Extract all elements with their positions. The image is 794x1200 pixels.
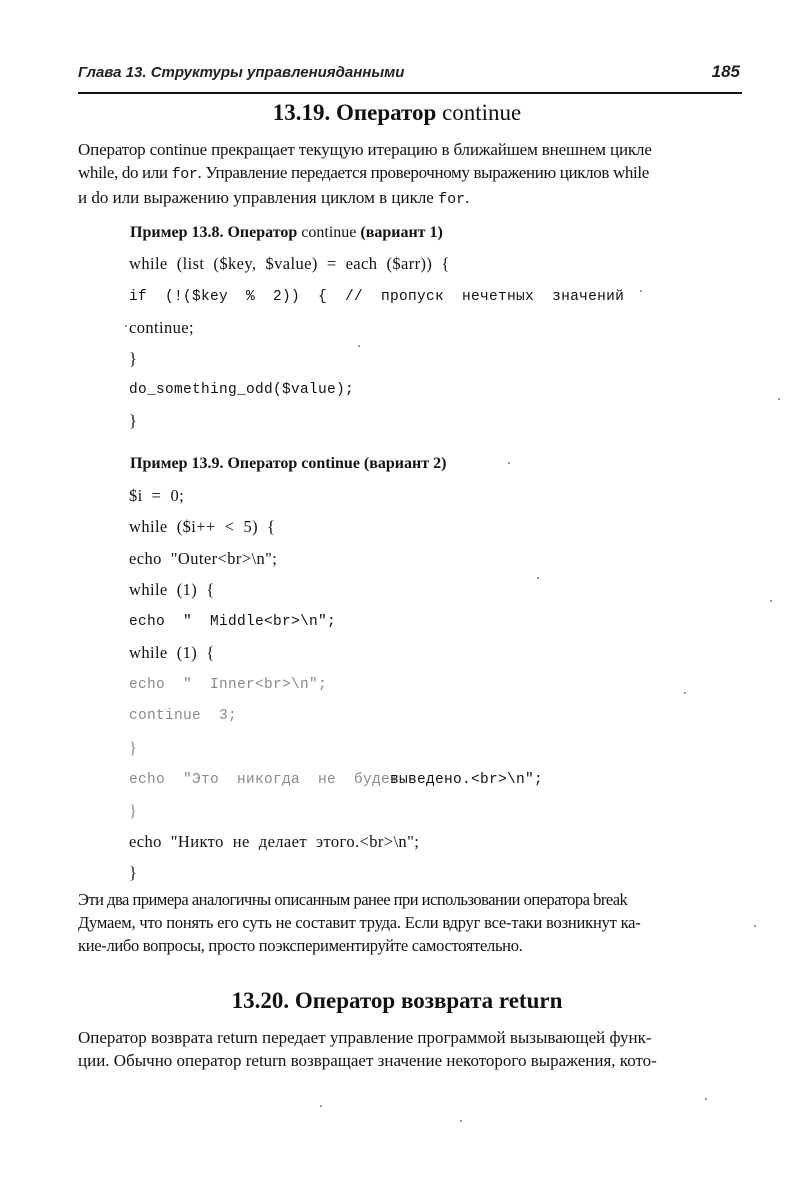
section-heading-plain: continue — [442, 100, 522, 125]
scan-speck — [684, 692, 686, 694]
code-line: echo "Outer<br>\n"; — [129, 549, 278, 568]
scan-speck — [508, 462, 510, 464]
code-line: } — [129, 863, 138, 882]
chapter-title: Глава 13. Структуры управленияданными — [78, 64, 405, 81]
scan-speck — [537, 577, 539, 579]
scan-speck — [705, 1098, 707, 1100]
scan-speck — [754, 925, 756, 927]
code-line: do_something_odd($value); — [129, 382, 355, 398]
paragraph-line: Оператор возврата return передает управление программой вызывающей функ- — [78, 1028, 652, 1047]
inline-code: for — [171, 166, 198, 183]
code-line: $i = 0; — [129, 486, 185, 505]
section-heading-return: 13.20. Оператор возврата return — [231, 988, 563, 1013]
running-header — [78, 62, 740, 86]
paragraph-continue — [78, 138, 744, 211]
code-line: while (1) { — [129, 580, 215, 599]
line-text: и do или выражению управления циклом в цикле — [78, 188, 439, 207]
paragraph-line: Эти два примера аналогичны описанным ранее при использовании оператора break — [78, 890, 628, 909]
page-number: 185 — [711, 62, 740, 81]
code-line: echo " Inner<br>\n"; — [129, 677, 328, 693]
section-heading-bold: 13.19. Оператор — [272, 100, 437, 125]
paragraph-line: Оператор continue прекращает текущую итерацию в ближайшем внешнем цикле — [78, 140, 652, 159]
code-line: continue; — [129, 318, 194, 337]
code-line: } — [129, 801, 138, 820]
code-line: continue 3; — [129, 708, 238, 724]
paragraph-line — [78, 161, 744, 186]
scan-speck — [778, 398, 780, 400]
code-line: } — [129, 738, 138, 757]
inline-code: for — [438, 191, 466, 208]
code-line: echo "Никто не делает этого.<br>\n"; — [129, 832, 420, 851]
code-line: while (list ($key, $value) = each ($arr)) { — [129, 254, 450, 273]
code-line: echo " Middle<br>\n"; — [129, 614, 337, 630]
caption-plain: continue — [301, 224, 357, 241]
scan-speck — [640, 290, 642, 292]
paragraph-after-examples — [78, 888, 744, 957]
scan-speck — [320, 1105, 322, 1107]
scan-speck — [125, 325, 127, 327]
paragraph-line: Думаем, что понять его суть не составит труда. Если вдруг все-таки возникнут ка- — [78, 913, 641, 932]
line-text: while, do или — [78, 163, 172, 182]
line-text: . — [465, 188, 470, 207]
example-caption-1 — [130, 224, 443, 242]
paragraph-line: ции. Обычно оператор return возвращает значение некоторого выражения, кото- — [78, 1051, 657, 1070]
code-line: if (!($key % 2)) { // пропуск нечетных значений — [129, 289, 625, 305]
code-line: while (1) { — [129, 643, 215, 662]
caption-tail: (вариант 1) — [360, 224, 443, 241]
section-heading-continue — [0, 100, 794, 126]
line-text: . Управление передается проверочному выражению циклов while — [197, 163, 649, 182]
code-line: } — [129, 411, 138, 430]
paragraph-line: кие-либо вопросы, просто поэкспериментируйте самостоятельно. — [78, 936, 523, 955]
header-rule — [78, 92, 742, 94]
caption-bold: Пример 13.8. Оператор — [130, 224, 298, 241]
code-line: while ($i++ < 5) { — [129, 517, 276, 536]
code-line: } — [129, 349, 138, 368]
scan-speck — [358, 345, 360, 347]
scan-speck — [770, 600, 772, 602]
scan-speck — [460, 1120, 462, 1122]
code-line: echo "Это никогда не будет — [129, 772, 400, 788]
paragraph-line — [78, 186, 744, 211]
example-caption-2: Пример 13.9. Оператор continue (вариант 2) — [130, 455, 447, 472]
code-line-continuation: выведено.<br>\n"; — [390, 772, 544, 788]
paragraph-return — [78, 1026, 744, 1072]
